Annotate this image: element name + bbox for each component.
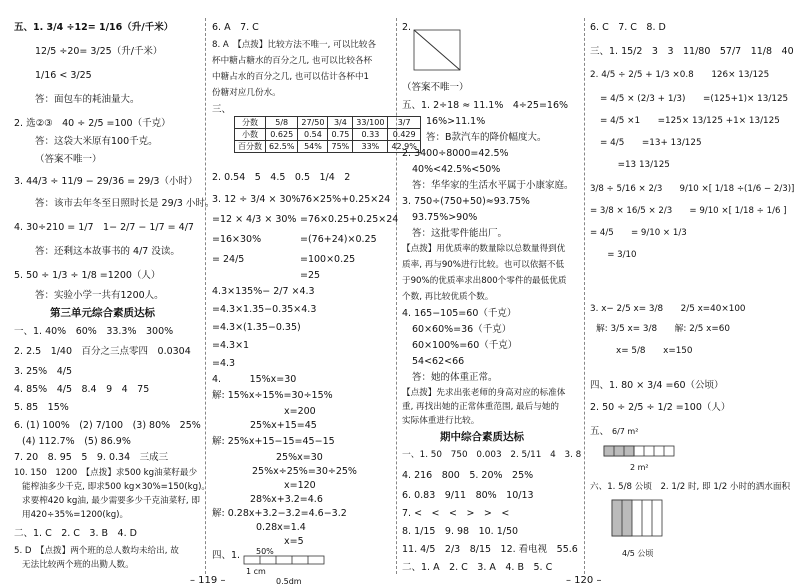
- table-header-row: [235, 117, 421, 129]
- answer-line: =4.3×1: [212, 340, 250, 351]
- answer-line: =16×30%: [212, 234, 262, 245]
- answer-line: 1/16 < 3/25: [35, 70, 92, 81]
- answer-line: = 24/5: [212, 254, 245, 265]
- table-cell: 33%: [353, 141, 388, 153]
- shade-label: 6/7 m²: [612, 427, 639, 436]
- answer-line: 7. 20 8. 95 5 9. 0.34̇ 三成三: [14, 452, 169, 463]
- table-cell: 54%: [298, 141, 328, 153]
- answer-line: =4.3: [212, 358, 236, 369]
- answer-line: 一、1. 50 750 0.003 2. 5/11 4 3. 8: [402, 450, 582, 460]
- column-divider: [396, 18, 397, 574]
- answer-line: =(76+24)×0.25: [300, 234, 377, 245]
- answer-line: x= 5/8 x=150: [616, 346, 693, 356]
- answer-line: 无法比较两个班的出勤人数。: [22, 560, 134, 570]
- answer-line: 解: 25%x+15−15=45−15: [212, 436, 335, 447]
- answer-line: 93.75%>90%: [412, 212, 478, 223]
- table-cell: 5/8: [266, 117, 298, 129]
- scale-label: 4/5 公顷: [622, 549, 654, 558]
- answer-line: 个数, 再比较优质个数。: [402, 292, 494, 302]
- answer-line: 于90%的优质率求出800个零件的最低优质: [402, 276, 567, 286]
- section-title: 第三单元综合素质达标: [50, 307, 155, 319]
- answer-line: 4. 15%x=30: [212, 374, 297, 385]
- answer-line: 7. < < < > > <: [402, 508, 510, 519]
- answer-line: 3. 12 ÷ 3/4 × 30%: [212, 194, 301, 205]
- answer-line: 5. D 【点拨】两个班的总人数均未给出, 故: [14, 546, 179, 556]
- answer-line: 2.: [402, 22, 412, 33]
- answer-line: 能榨油多少千克, 即求500 kg×30%=150(kg)。: [22, 482, 211, 492]
- table-cell: 42.9%: [388, 141, 420, 153]
- answer-line: x=5: [284, 536, 304, 547]
- answer-line: 答：这批零件能出厂。: [412, 228, 508, 239]
- answer-line: 5. 85 15%: [14, 402, 69, 413]
- answer-line: =4.3×(1.35−0.35): [212, 322, 301, 333]
- answer-line: 2. 2.5 1/40 百分之三点零四 0.0304: [14, 346, 191, 357]
- answer-line: 五、: [590, 426, 610, 437]
- answer-line: 答：实验小学一共有1200人。: [35, 290, 164, 301]
- answer-line: 25%x+15=45: [250, 420, 317, 431]
- answer-line: 答：B款汽车的降价幅度大。: [426, 132, 547, 143]
- bar-label: 50%: [256, 547, 274, 556]
- answer-line: 6. 0.83 9/11 80% 10/13: [402, 490, 534, 501]
- answer-line: 4. 85% 4/5 8.4 9 4 75: [14, 384, 150, 395]
- table-cell: 小数: [235, 129, 266, 141]
- answer-line: 3. x− 2/5 x= 3/8 2/5 x=40×100: [590, 304, 746, 314]
- table-cell: 3/4: [328, 117, 353, 129]
- answer-line: 【点拨】用优质率的数量除以总数量得到优: [402, 244, 566, 254]
- table-cell: 75%: [328, 141, 353, 153]
- fraction-table: [234, 116, 421, 153]
- answer-line: 解: 0.28x+3.2−3.2=4.6−3.2: [212, 508, 347, 519]
- answer-line: 12/5 ÷20= 3/25（升/千米）: [35, 46, 163, 57]
- answer-line: x=200: [284, 406, 316, 417]
- answer-line: 答：华华家的生活水平属于小康家庭。: [412, 180, 574, 191]
- answer-line: (4) 112.7% (5) 86.9%: [22, 436, 131, 447]
- table-cell: 0.429: [388, 129, 420, 141]
- answer-line: 用420÷35%=1200(kg)。: [22, 510, 129, 520]
- answer-line: 求要榨420 kg油, 最少需要多少千克油菜籽, 即: [22, 496, 200, 506]
- answer-line: 3. 750÷(750+50)≈93.75%: [402, 196, 530, 207]
- answer-line: 28%x+3.2=4.6: [250, 494, 323, 505]
- answer-line: 60×100%=60（千克）: [412, 340, 518, 351]
- answer-line: 6. C 7. C 8. D: [590, 22, 666, 33]
- answer-line: 76×25%+0.25×24: [300, 194, 391, 205]
- answer-line: 2. 50 ÷ 2/5 ÷ 1/2 =100（人）: [590, 402, 731, 413]
- answer-line: 重, 再找出她的正常体重范围, 最后与她的: [402, 402, 560, 412]
- answer-line: 解: 3/5 x= 3/8 解: 2/5 x=60: [596, 324, 730, 334]
- answer-line: 五、1. 2÷18 ≈ 11.1% 4÷25=16%: [402, 100, 569, 111]
- answer-line: 8. 1/15 9. 98 10. 1/50: [402, 526, 528, 537]
- table-cell: 0.625: [266, 129, 298, 141]
- answer-line: 答：该市去年冬至日照时长是 29/3 小时。: [35, 198, 215, 209]
- answer-line: （答案不唯一）: [35, 154, 102, 165]
- area-bar-diagram: [604, 446, 684, 460]
- answer-line: 五、1. 3/4 ÷12= 1/16（升/千米）: [14, 22, 174, 33]
- answer-line: 解: 15%x÷15%=30÷15%: [212, 390, 333, 401]
- answer-line: 10. 150 1200 【点拨】求500 kg油菜籽最少: [14, 468, 198, 478]
- answer-line: 5. 50 ÷ 1/3 ÷ 1/8 =1200（人）: [14, 270, 161, 281]
- table-cell: 33/100: [353, 117, 388, 129]
- answer-line: 2. 3400÷8000=42.5%: [402, 148, 509, 159]
- answer-line: 答：面包车的耗油量大。: [35, 94, 140, 105]
- answer-line: 4.3×135%− 2/7 ×4.3: [212, 286, 315, 297]
- answer-line: 2. 4/5 ÷ 2/5 + 1/3 ×0.8 126× 13/125: [590, 70, 770, 80]
- table-cell: 3/7: [388, 117, 420, 129]
- answer-line: 3/8 ÷ 5/16 × 2/3 9/10 ×[ 1/18 ÷(1/6 − 2/3)]: [590, 184, 795, 194]
- answer-line: 三、: [212, 104, 232, 115]
- answer-line: 四、1. 80 × 3/4 =60（公顷）: [590, 380, 724, 391]
- answer-line: 答：还剩这本故事书的 4/7 没读。: [35, 246, 180, 257]
- scale-label: 1 cm: [246, 567, 266, 576]
- table-cell: 62.5%: [266, 141, 298, 153]
- answer-line: 答：她的体重正常。: [412, 372, 498, 383]
- answer-line: 54<62<66: [412, 356, 465, 367]
- answer-line: 0.28x=1.4: [256, 522, 306, 533]
- answer-line: =100×0.25: [300, 254, 356, 265]
- answer-line: 质率, 再与90%进行比较。也可以依据不低: [402, 260, 565, 270]
- table-cell: 分数: [235, 117, 266, 129]
- answer-line: 8. A 【点拨】比较方法不唯一, 可以比较各: [212, 40, 377, 50]
- column-divider: [584, 18, 585, 574]
- answer-line: = 3/8 × 16/5 × 2/3 = 9/10 ×[ 1/18 ÷ 1/6 ]: [590, 206, 787, 216]
- answer-line: = 4/5 ×1 =125× 13/125 +1× 13/125: [600, 116, 780, 126]
- answer-line: 二、1. A 2. C 3. A 4. B 5. C: [402, 562, 553, 573]
- field-diagram: [612, 500, 672, 540]
- section-title: 期中综合素质达标: [440, 431, 524, 443]
- table-cell: 0.75: [328, 129, 353, 141]
- answer-line: x=120: [284, 480, 316, 491]
- table-cell: 0.54: [298, 129, 328, 141]
- answer-line: =76×0.25+0.25×24: [300, 214, 399, 225]
- answer-line: 4. 30÷210 = 1/7 1− 2/7 − 1/7 = 4/7: [14, 222, 194, 233]
- answer-line: 2. 0.54 5 4.5 0.5 1/4 2: [212, 172, 351, 183]
- answer-line: 2. 选②③ 40 ÷ 2/5 =100（千克）: [14, 118, 171, 129]
- answer-line: 二、1. C 2. C 3. B 4. D: [14, 528, 137, 539]
- answer-line: 实际体重进行比较。: [402, 416, 480, 426]
- answer-line: 杯中糖占糖水的百分之几, 也可以比较各杯: [212, 56, 373, 66]
- answer-line: 答：这袋大米原有100千克。: [35, 136, 158, 147]
- answer-line: =25: [300, 270, 321, 281]
- answer-line: 四、1.: [212, 550, 241, 561]
- answer-line: =4.3×1.35−0.35×4.3: [212, 304, 317, 315]
- answer-line: 六、1. 5/8 公顷 2. 1/2 时, 即 1/2 小时的洒水面积: [590, 482, 791, 492]
- answer-line: 份糖对应几份水。: [212, 88, 281, 98]
- scale-label: 0.5dm: [276, 577, 302, 586]
- page-number: – 120 –: [566, 575, 602, 586]
- answer-line: 25%x÷25%=30÷25%: [252, 466, 357, 477]
- table-row: [235, 141, 421, 153]
- answer-line: 6. A 7. C: [212, 22, 259, 33]
- table-cell: 27/50: [298, 117, 328, 129]
- answer-line: =12 × 4/3 × 30%: [212, 214, 297, 225]
- answer-line: = 4/5 × (2/3 + 1/3) =(125+1)× 13/125: [600, 94, 789, 104]
- answer-line: 11. 4/5 2/3 8/15 12. 看电视 55.6: [402, 544, 578, 555]
- answer-line: 3. 25% 4/5: [14, 366, 72, 377]
- answer-line: 三、1. 15/2 3 3 11/80 57/7 11/8 40: [590, 46, 794, 57]
- answer-line: （答案不唯一）: [402, 82, 469, 93]
- answer-line: 40%<42.5%<50%: [412, 164, 501, 175]
- line-graph-sketch: [414, 30, 464, 74]
- table-cell: 0.33: [353, 129, 388, 141]
- answer-line: 6. (1) 100% (2) 7/100 (3) 80% 25%: [14, 420, 201, 431]
- answer-line: 【点拨】先求出张老师的身高对应的标准体: [402, 388, 566, 398]
- answer-line: = 3/10: [590, 250, 637, 260]
- answer-line: 3. 44/3 ÷ 11/9 − 29/36 = 29/3（小时）: [14, 176, 198, 187]
- table-cell: 百分数: [235, 141, 266, 153]
- scale-label: 2 m²: [630, 463, 649, 472]
- table-row: [235, 129, 421, 141]
- answer-line: 25%x=30: [276, 452, 323, 463]
- page-number: – 119 –: [190, 575, 226, 586]
- answer-line: 60×60%=36（千克）: [412, 324, 512, 335]
- answer-line: 4. 165−105=60（千克）: [402, 308, 517, 319]
- answer-line: 一、1. 40% 60% 33.3% 300%: [14, 326, 174, 337]
- answer-line: 4. 216 800 5. 20% 25%: [402, 470, 534, 481]
- answer-line: =13 13/125: [600, 160, 670, 170]
- answer-line: 16%>11.1%: [426, 116, 486, 127]
- answer-line: = 4/5 = 9/10 × 1/3: [590, 228, 687, 238]
- answer-line: 中糖占水的百分之几, 也可以估计各杯中1: [212, 72, 370, 82]
- answer-line: = 4/5 =13+ 13/125: [600, 138, 702, 148]
